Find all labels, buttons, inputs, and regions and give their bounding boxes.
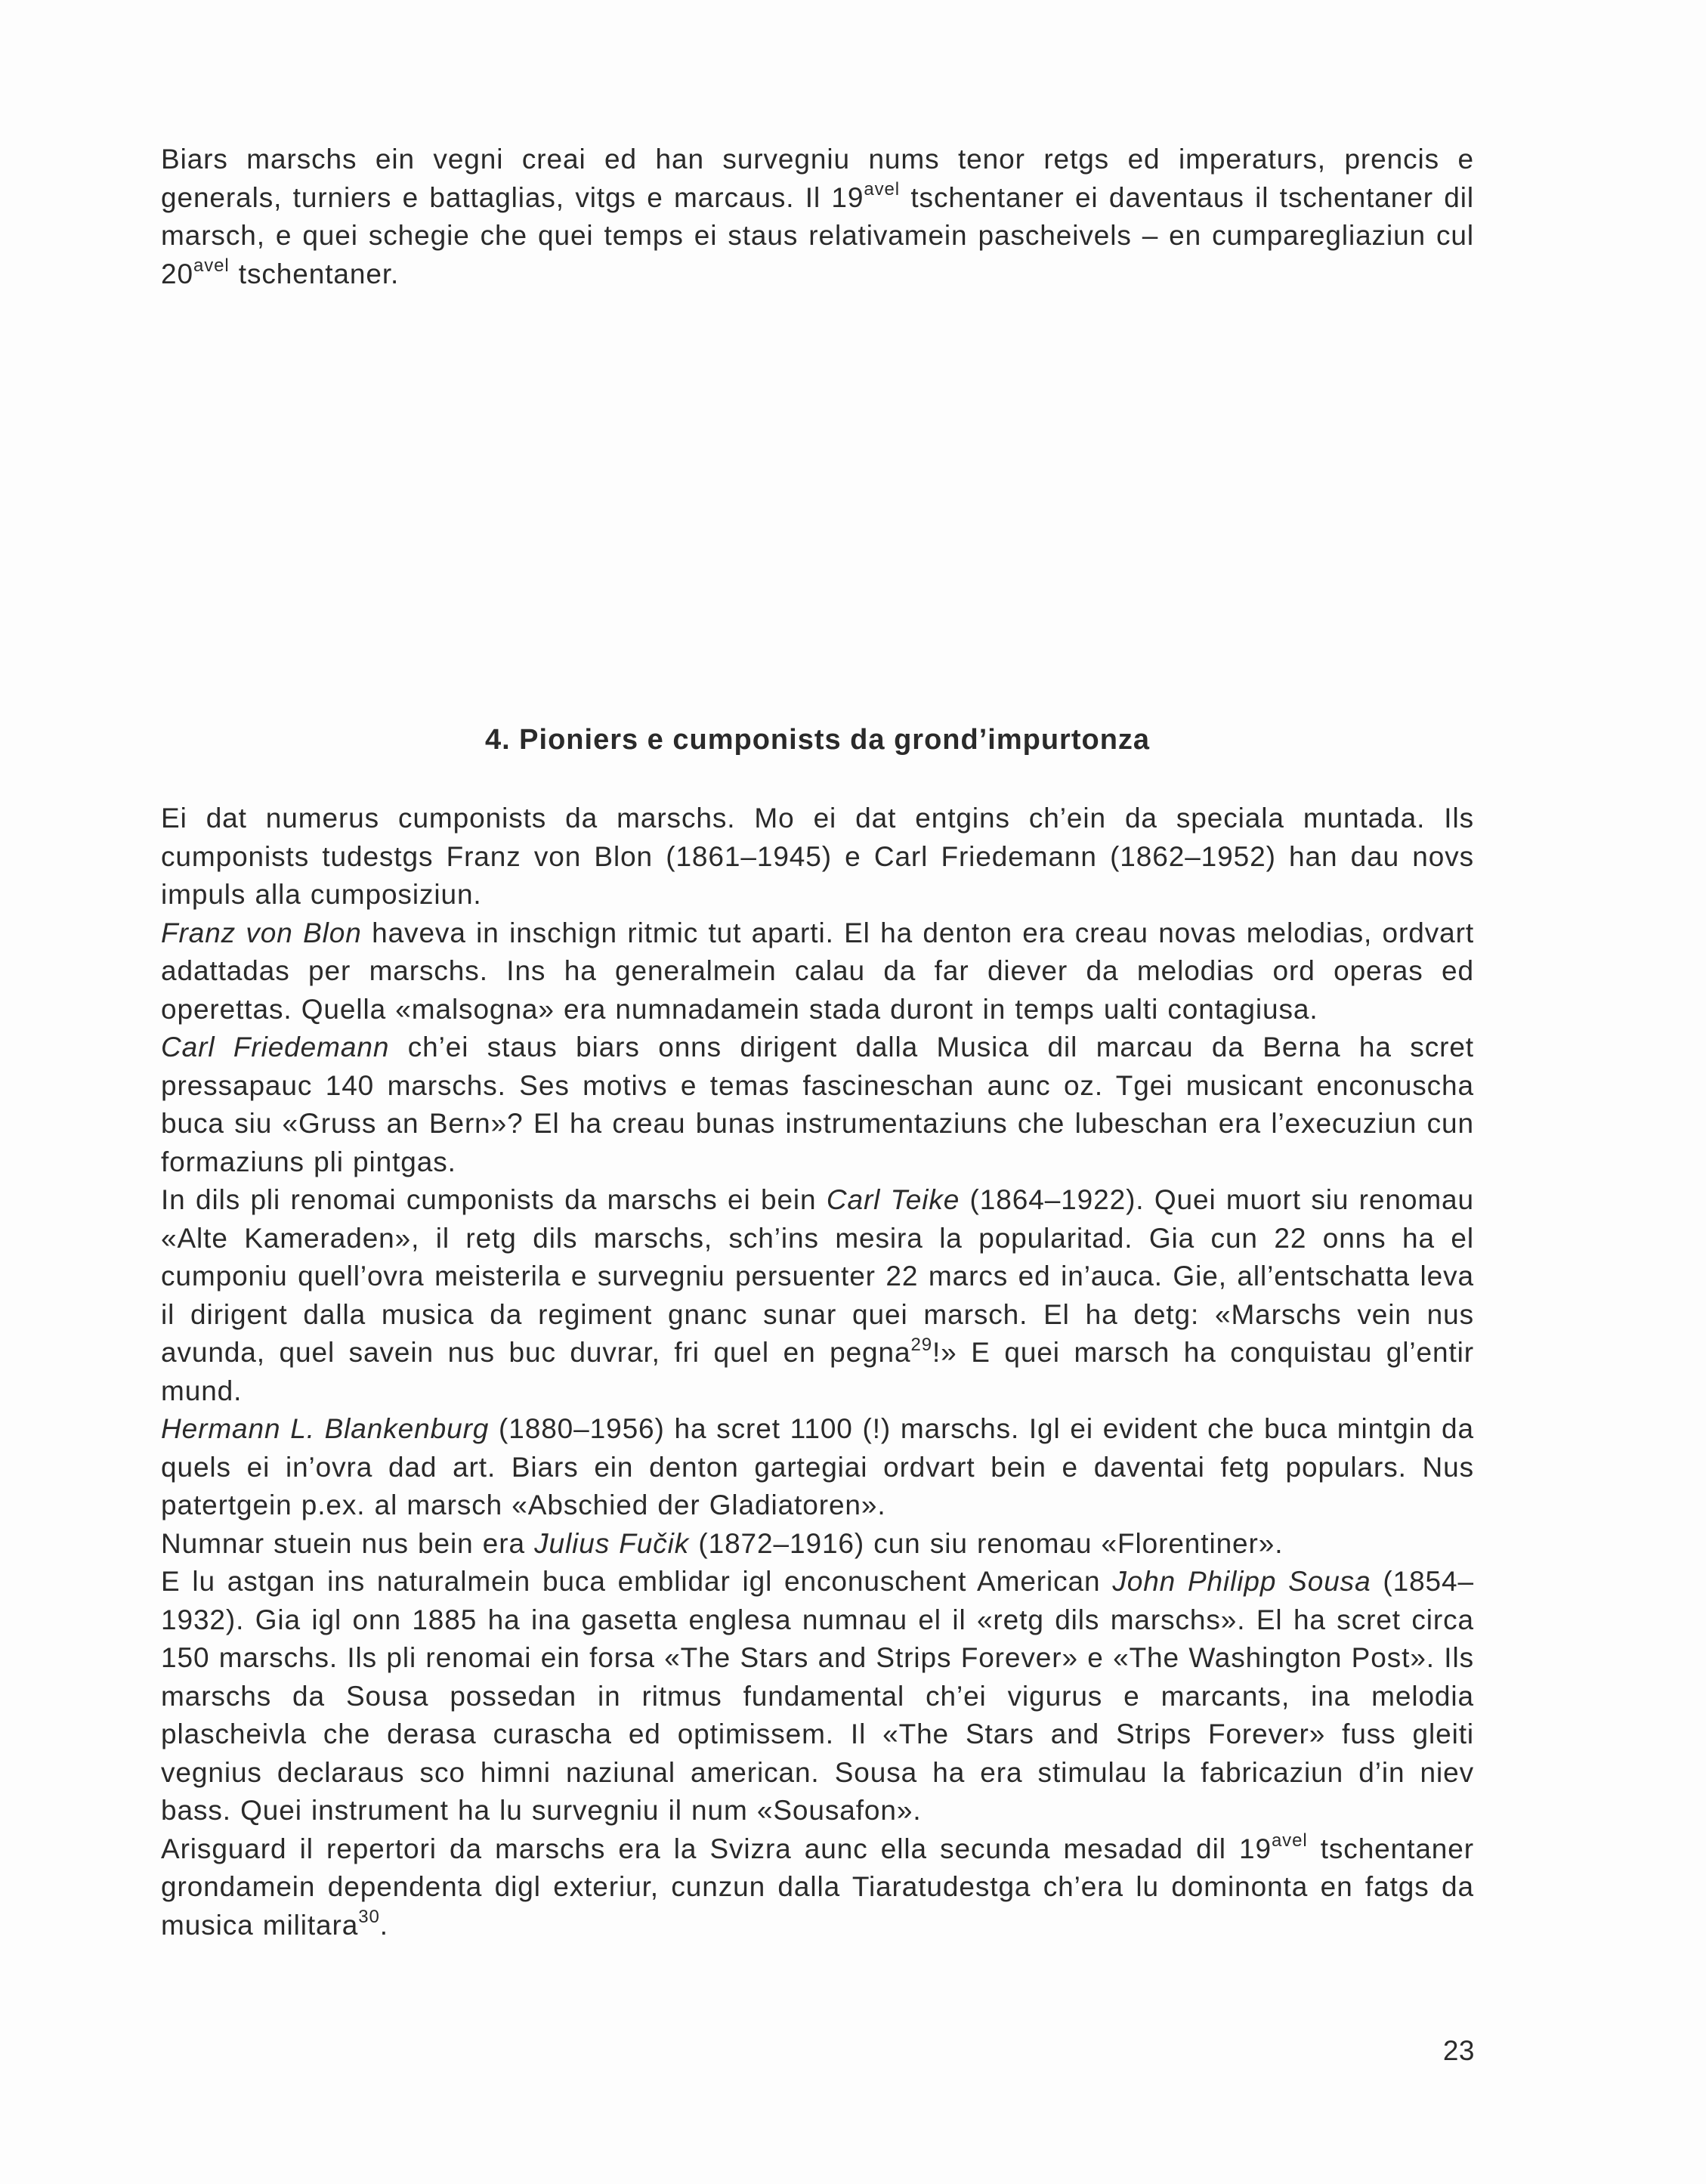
paragraph-4 [161, 1181, 1474, 1410]
paragraph-6 [161, 1525, 1474, 1564]
composer-name-friedemann: Carl Friedemann [161, 1032, 390, 1063]
paragraph-8-superscript: avel [1271, 1830, 1308, 1851]
intro-sentence-2: tschentaner ei daventaus il tschentaner dil marsch, e quei schegie che quei temps ei staus relativamein pascheivels – en cumparegliaziun cul 20 [161, 181, 1474, 289]
paragraph-6-text: (1872–1916) cun siu renomau «Florentiner». [689, 1527, 1284, 1559]
paragraph-4-text: (1864–1922). Quei muort siu renomau «Alte Kameraden», il retg dils marschs, sch’ins mesira la popularitad. Gia cun 22 onns ha el cumponiu quell’ovra meisterila e survegniu persuenter 22 marcs ed in’auca. Gie, all’entschatta leva il dirigent dalla musica da regiment gnanc sunar quei marsch. El ha detg: «Marschs vein nus avunda, quel savein nus buc duvrar, fri quel en pegna [161, 1184, 1474, 1368]
paragraph-3-text: ch’ei staus biars onns dirigent dalla Musica dil marcau da Berna ha scret pressapauc 140 marschs. Ses motivs e temas fascineschan aunc oz. Tgei musicant enconuscha buca siu «Gruss an Bern»? El ha creau bunas instrumentaziuns che lubeschan era l’execuziun cun formaziuns pli pintgas. [161, 1032, 1474, 1177]
footnote-ref-30: 30 [358, 1907, 380, 1928]
intro-superscript-2: avel [193, 255, 230, 277]
paragraph-1: Ei dat numerus cumponists da marschs. Mo ei dat entgins ch’ein da speciala muntada. Ils cumponists tudestgs Franz von Blon (1861–1945) e Carl Friedemann (1862–1952) han dau novs impuls alla cumposiziun. [161, 803, 1474, 910]
paragraph-8-pre: Arisguard il repertori da marschs era la Svizra aunc ella secunda mesadad dil 19 [161, 1833, 1272, 1864]
paragraph-8 [161, 1830, 1474, 1945]
paragraph-5 [161, 1410, 1474, 1525]
paragraph-4-pre: In dils pli renomai cumponists da marschs ei bein [161, 1184, 827, 1215]
section-body [161, 800, 1474, 1944]
intro-text [161, 141, 1474, 293]
paragraph-7-pre: E lu astgan ins naturalmein buca emblidar igl enconuschent American [161, 1566, 1113, 1597]
paragraph-6-pre: Numnar stuein nus bein era [161, 1527, 535, 1559]
paragraph-4-post: !» E quei marsch ha conquistau gl’entir mund. [161, 1337, 1474, 1406]
composer-name-fucik: Julius Fučik [534, 1527, 690, 1559]
composer-name-sousa: John Philipp Sousa [1112, 1566, 1371, 1597]
composer-name-blon: Franz von Blon [161, 917, 362, 948]
intro-sentence-1: Biars marschs ein vegni creai ed han survegniu nums tenor retgs ed imperaturs, prencis e generals, turniers e battaglias, vitgs e marcaus. Il 19 [161, 144, 1474, 213]
section-heading: 4. Pioniers e cumponists da grond’impurtonza [484, 724, 1151, 756]
composer-name-teike: Carl Teike [826, 1184, 960, 1215]
paragraph-2 [161, 914, 1474, 1029]
paragraph-7-text: (1854–1932). Gia igl onn 1885 ha ina gasetta englesa numnau el il «retg dils marschs». El ha scret circa 150 marschs. Ils pli renomai ein forsa «The Stars and Strips Forever» e «The Washington Post». Ils marschs da Sousa possedan in ritmus fundamental ch’ei vigurus e marcants, ina melodia plascheivla che derasa curascha ed optimissem. Il «The Stars and Strips Forever» fuss gleiti vegnius declaraus sco himni naziunal american. Sousa ha era stimulau la fabricaziun d’in niev bass. Quei instrument ha lu survegniu il num «Sousafon». [161, 1566, 1474, 1826]
footnote-ref-29: 29 [910, 1334, 932, 1355]
page-number: 23 [1442, 2035, 1475, 2066]
paragraph-3 [161, 1029, 1474, 1181]
paragraph-5-text: (1880–1956) ha scret 1100 (!) marschs. Igl ei evident che buca mintgin da quels ei in’ovra dad art. Biars ein denton gartegiai ordvart bein e daventai fetg populars. Nus patertgein p.ex. al marsch «Abschied der Gladiatoren». [161, 1413, 1475, 1520]
composer-name-blankenburg: Hermann L. Blankenburg [161, 1413, 490, 1444]
intro-paragraph [161, 141, 1474, 293]
paragraph-2-text: haveva in inschign ritmic tut aparti. El ha denton era creau novas melodias, ordvart adattadas per marschs. Ins ha generalmein calau da far diever da melodias ord operas ed operettas. Quella «malsogna» era numnadamein stada duront in temps ualti contagiusa. [161, 917, 1475, 1025]
paragraph-8-post: . [379, 1909, 388, 1941]
intro-superscript-1: avel [864, 179, 901, 200]
paragraph-8-mid: tschentaner grondamein dependenta digl exteriur, cunzun dalla Tiaratudestga ch’era lu dominonta en fatgs da musica militara [161, 1833, 1474, 1941]
paragraph-7 [161, 1563, 1474, 1830]
intro-sentence-3: tschentaner. [229, 258, 400, 289]
